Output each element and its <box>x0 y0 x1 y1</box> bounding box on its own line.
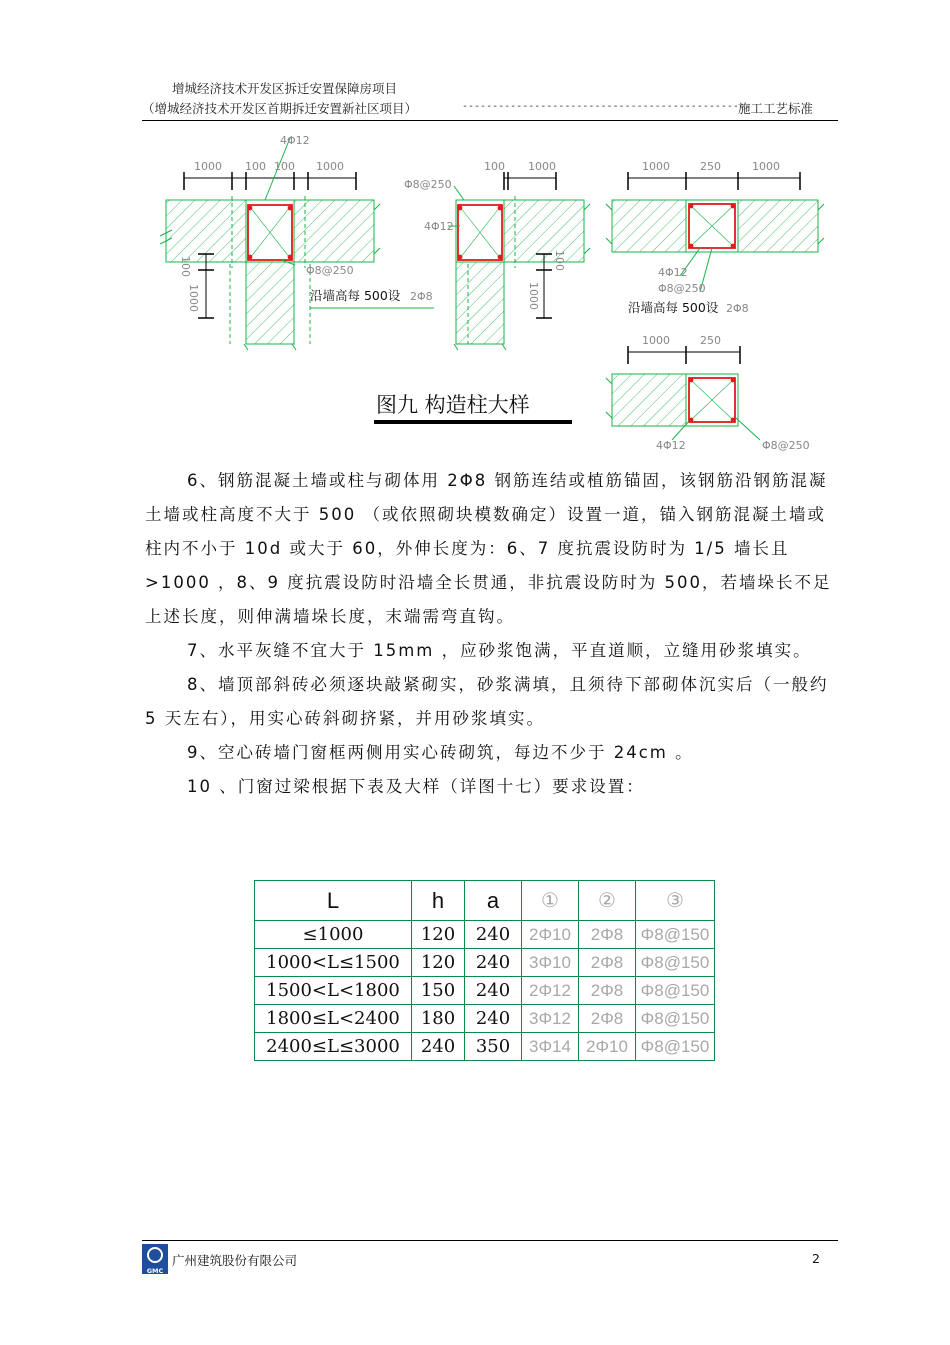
dim-label: 1000 <box>316 160 344 173</box>
dim-label: 1000 <box>187 284 200 312</box>
footer-rule <box>142 1240 838 1241</box>
table-cell: 240 <box>465 977 522 1005</box>
lintel-table <box>254 880 715 1061</box>
table-cell: 240 <box>465 921 522 949</box>
dim-label: 1000 <box>642 160 670 173</box>
header-cell: h <box>412 881 465 921</box>
header-cell: L <box>255 881 412 921</box>
detail-end-column <box>606 346 760 440</box>
tie-label: 2Φ8 <box>410 290 433 303</box>
table-cell: 2Φ10 <box>579 1033 636 1061</box>
dim-label: 100 <box>179 256 192 277</box>
table-cell: 2Φ8 <box>579 977 636 1005</box>
table-cell: Φ8@150 <box>636 921 715 949</box>
rebar-label: 4Φ12 <box>656 439 686 452</box>
table-cell: Φ8@150 <box>636 949 715 977</box>
table-cell: ≤1000 <box>255 921 412 949</box>
table-cell: 350 <box>465 1033 522 1061</box>
header-project-line2: （增城经济技术开发区首期拆迁安置新社区项目） <box>142 101 418 116</box>
table-cell: 2Φ8 <box>579 949 636 977</box>
detail-corner-middle <box>448 172 590 350</box>
dim-label: 250 <box>700 334 721 347</box>
paragraph-7: 7、水平灰缝不宜大于 15mm ，应砂浆饱满，平直道顺，立缝用砂浆填实。 <box>187 641 812 660</box>
stirrup-label: Φ8@250 <box>762 439 810 452</box>
table-cell: 2Φ10 <box>522 921 579 949</box>
rebar-label: 4Φ12 <box>424 220 454 233</box>
header-cell: ② <box>579 881 636 921</box>
paragraph-6: 6、钢筋混凝土墙或柱与砌体用 2Φ8 钢筋连结或植筋锚固，该钢筋沿钢筋混凝土墙或柱高度不大于 500 （或依照砌块模数确定）设置一道，锚入钢筋混凝土墙或柱内不小于 10d 或大于 60，外伸长度为：6、7 度抗震设防时为 1/5 墙长且>1000 ，8、9 度抗震设防时沿墙全长贯通，非抗震设防时为 500，若墙垛长不足上述长度，则伸满墙垛长度，末端需弯直钩。 <box>145 471 832 626</box>
dim-label: 1000 <box>642 334 670 347</box>
detail-straight-wall-right <box>606 172 824 292</box>
table-cell: 240 <box>412 1033 465 1061</box>
header-project-line1: 增城经济技术开发区拆迁安置保障房项目 <box>172 81 398 96</box>
header-cell: a <box>465 881 522 921</box>
header-doc-type: 施工工艺标准 <box>738 101 814 116</box>
table-row <box>255 977 715 1005</box>
table-row <box>255 1033 715 1061</box>
table-header-row <box>255 881 715 921</box>
table-cell: 3Φ10 <box>522 949 579 977</box>
table-cell: 1000<L≤1500 <box>255 949 412 977</box>
body-text <box>145 464 835 804</box>
dim-label: 1000 <box>752 160 780 173</box>
dim-label: 1000 <box>527 282 540 310</box>
rebar-label: 4Φ12 <box>280 134 310 147</box>
paragraph-8: 8、墙顶部斜砖必须逐块敲紧砌实，砂浆满填，且须待下部砌体沉实后（一般约 5 天左右），用实心砖斜砌挤紧，并用砂浆填实。 <box>145 675 829 728</box>
table-row <box>255 921 715 949</box>
table-cell: 240 <box>465 949 522 977</box>
table-cell: 2Φ8 <box>579 1005 636 1033</box>
table-cell: 3Φ12 <box>522 1005 579 1033</box>
figure-caption: 图九 构造柱大样 <box>376 393 530 417</box>
dim-label: 100 <box>274 160 295 173</box>
company-logo-icon <box>142 1244 168 1274</box>
table-cell: 120 <box>412 949 465 977</box>
dim-label: 1000 <box>528 160 556 173</box>
table-cell: Φ8@150 <box>636 1005 715 1033</box>
table-cell: 150 <box>412 977 465 1005</box>
table-cell: 180 <box>412 1005 465 1033</box>
table-cell: 3Φ14 <box>522 1033 579 1061</box>
tie-label: 2Φ8 <box>726 302 749 315</box>
table-cell: 2Φ12 <box>522 977 579 1005</box>
table-cell: 120 <box>412 921 465 949</box>
stirrup-label: Φ8@250 <box>306 264 354 277</box>
stirrup-label: Φ8@250 <box>404 178 452 191</box>
along-wall-note: 沿墙高每 500设 <box>628 300 719 315</box>
header-dashes: ------------------------------------------------ <box>462 101 751 112</box>
table-cell: 1800≤L<2400 <box>255 1005 412 1033</box>
dim-label: 100 <box>484 160 505 173</box>
table-cell: 1500<L<1800 <box>255 977 412 1005</box>
footer-company: 广州建筑股份有限公司 <box>172 1253 298 1268</box>
table-row <box>255 949 715 977</box>
paragraph-9: 9、空心砖墙门窗框两侧用实心砖砌筑，每边不少于 24cm 。 <box>187 743 694 762</box>
table-row <box>255 1005 715 1033</box>
caption-underline <box>374 420 572 424</box>
stirrup-label: Φ8@250 <box>658 282 706 295</box>
header-cell: ① <box>522 881 579 921</box>
table-cell: 2400≤L≤3000 <box>255 1033 412 1061</box>
table-cell: 2Φ8 <box>579 921 636 949</box>
logo-text: GMC <box>146 1267 164 1274</box>
construction-column-drawing <box>0 0 950 470</box>
dim-label: 250 <box>700 160 721 173</box>
page-number: 2 <box>812 1251 820 1266</box>
dim-label: 100 <box>245 160 266 173</box>
dim-label: 100 <box>553 250 566 271</box>
header-cell: ③ <box>636 881 715 921</box>
table-cell: 240 <box>465 1005 522 1033</box>
paragraph-10: 10 、门窗过梁根据下表及大样（详图十七）要求设置： <box>187 777 645 796</box>
rebar-label: 4Φ12 <box>658 266 688 279</box>
dim-label: 1000 <box>194 160 222 173</box>
table-cell: Φ8@150 <box>636 1033 715 1061</box>
along-wall-note: 沿墙高每 500设 <box>310 288 401 303</box>
table-cell: Φ8@150 <box>636 977 715 1005</box>
